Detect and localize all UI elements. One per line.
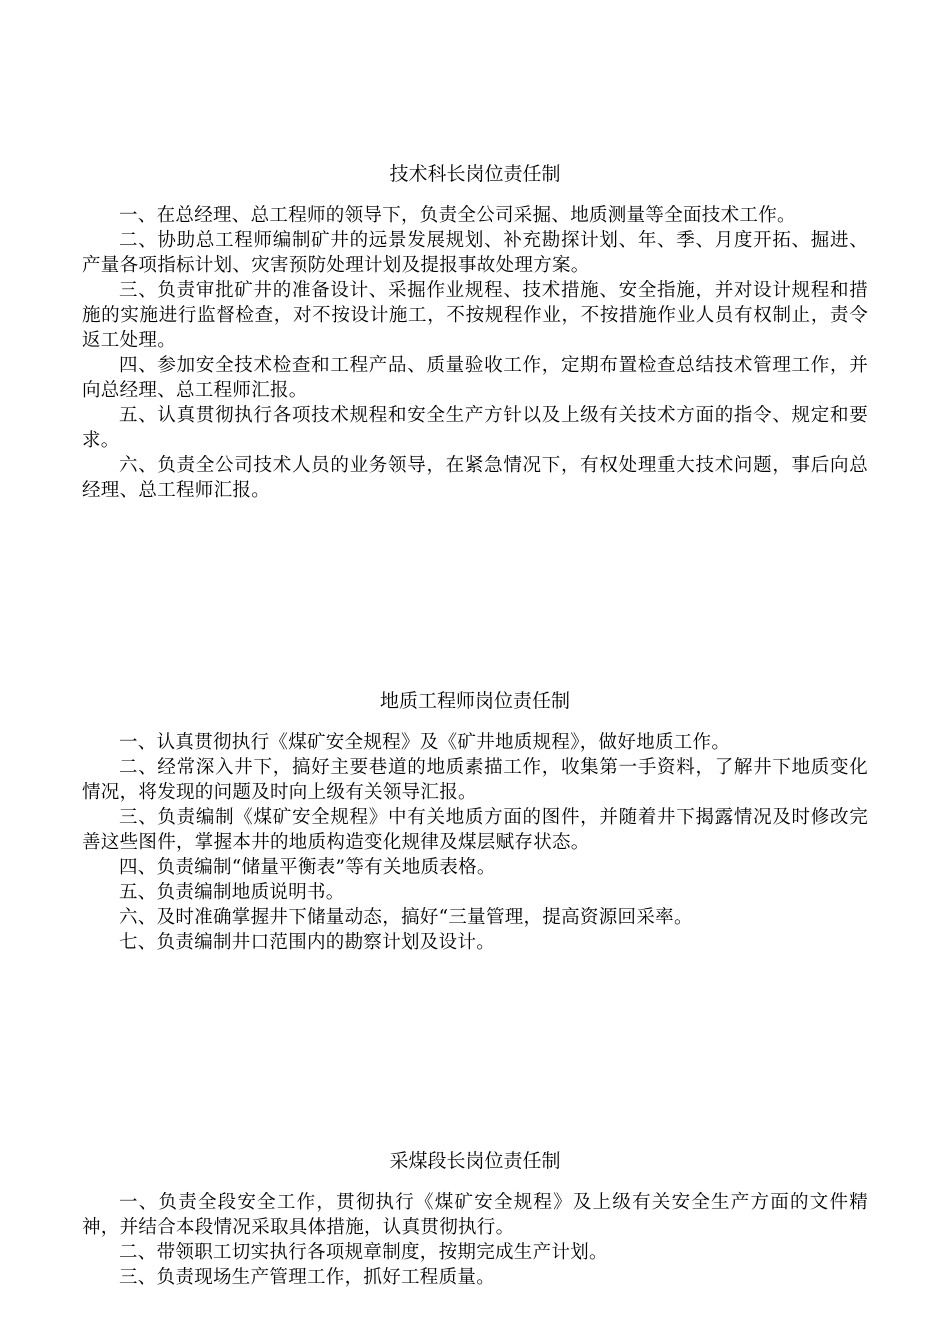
paragraph: 五、负责编制地质说明书。	[119, 882, 345, 903]
section-body	[82, 1190, 868, 1290]
section-coal-mining-chief	[82, 1148, 868, 1290]
paragraph: 三、负责审批矿井的准备设计、采掘作业规程、技术措施、安全指施，并对设计规程和措施的实施进行监督检查，对不按设计施工，不按规程作业，不按措施作业人员有权制止，责令返工处理。	[82, 280, 868, 351]
section-body	[82, 203, 868, 503]
section-body	[82, 730, 868, 955]
paragraph: 七、负责编制井口范围内的勘察计划及设计。	[119, 932, 496, 953]
paragraph: 三、负责现场生产管理工作，抓好工程质量。	[119, 1267, 496, 1288]
paragraph: 一、在总经理、总工程师的领导下，负责全公司采掘、地质测量等全面技术工作。	[119, 205, 796, 226]
section-technical-chief	[82, 161, 868, 503]
paragraph: 二、带领职工切实执行各项规章制度，按期完成生产计划。	[119, 1242, 608, 1263]
section-title: 地质工程师岗位责任制	[379, 690, 570, 712]
paragraph: 六、及时准确掌握井下储量动态，搞好“三量管理，提高资源回采率。	[119, 907, 693, 928]
paragraph: 二、经常深入井下，搞好主要巷道的地质素描工作，收集第一手资料，了解井下地质变化情况，将发现的问题及时向上级有关领导汇报。	[82, 757, 868, 803]
section-geology-engineer	[82, 688, 868, 955]
section-title: 采煤段长岗位责任制	[389, 1150, 561, 1172]
paragraph: 四、负责编制“储量平衡表”等有关地质表格。	[119, 857, 496, 878]
paragraph: 四、参加安全技术检查和工程产品、质量验收工作，定期布置检查总结技术管理工作，并向总经理、总工程师汇报。	[82, 355, 868, 401]
section-title: 技术科长岗位责任制	[389, 163, 561, 185]
paragraph: 二、协助总工程师编制矿井的远景发展规划、补充勘探计划、年、季、月度开拓、掘进、产量各项指标计划、灾害预防处理计划及提报事故处理方案。	[82, 230, 868, 276]
paragraph: 三、负责编制《煤矿安全规程》中有关地质方面的图件，并随着井下揭露情况及时修改完善这些图件，掌握本井的地质构造变化规律及煤层赋存状态。	[82, 807, 868, 853]
paragraph: 五、认真贯彻执行各项技术规程和安全生产方针以及上级有关技术方面的指令、规定和要求。	[82, 405, 868, 451]
paragraph: 一、认真贯彻执行《煤矿安全规程》及《矿井地质规程》，做好地质工作。	[119, 732, 731, 753]
paragraph: 一、负责全段安全工作，贯彻执行《煤矿安全规程》及上级有关安全生产方面的文件精神，并结合本段情况采取具体措施，认真贯彻执行。	[82, 1192, 868, 1238]
paragraph: 六、负责全公司技术人员的业务领导，在紧急情况下，有权处理重大技术问题，事后向总经理、总工程师汇报。	[82, 455, 868, 501]
